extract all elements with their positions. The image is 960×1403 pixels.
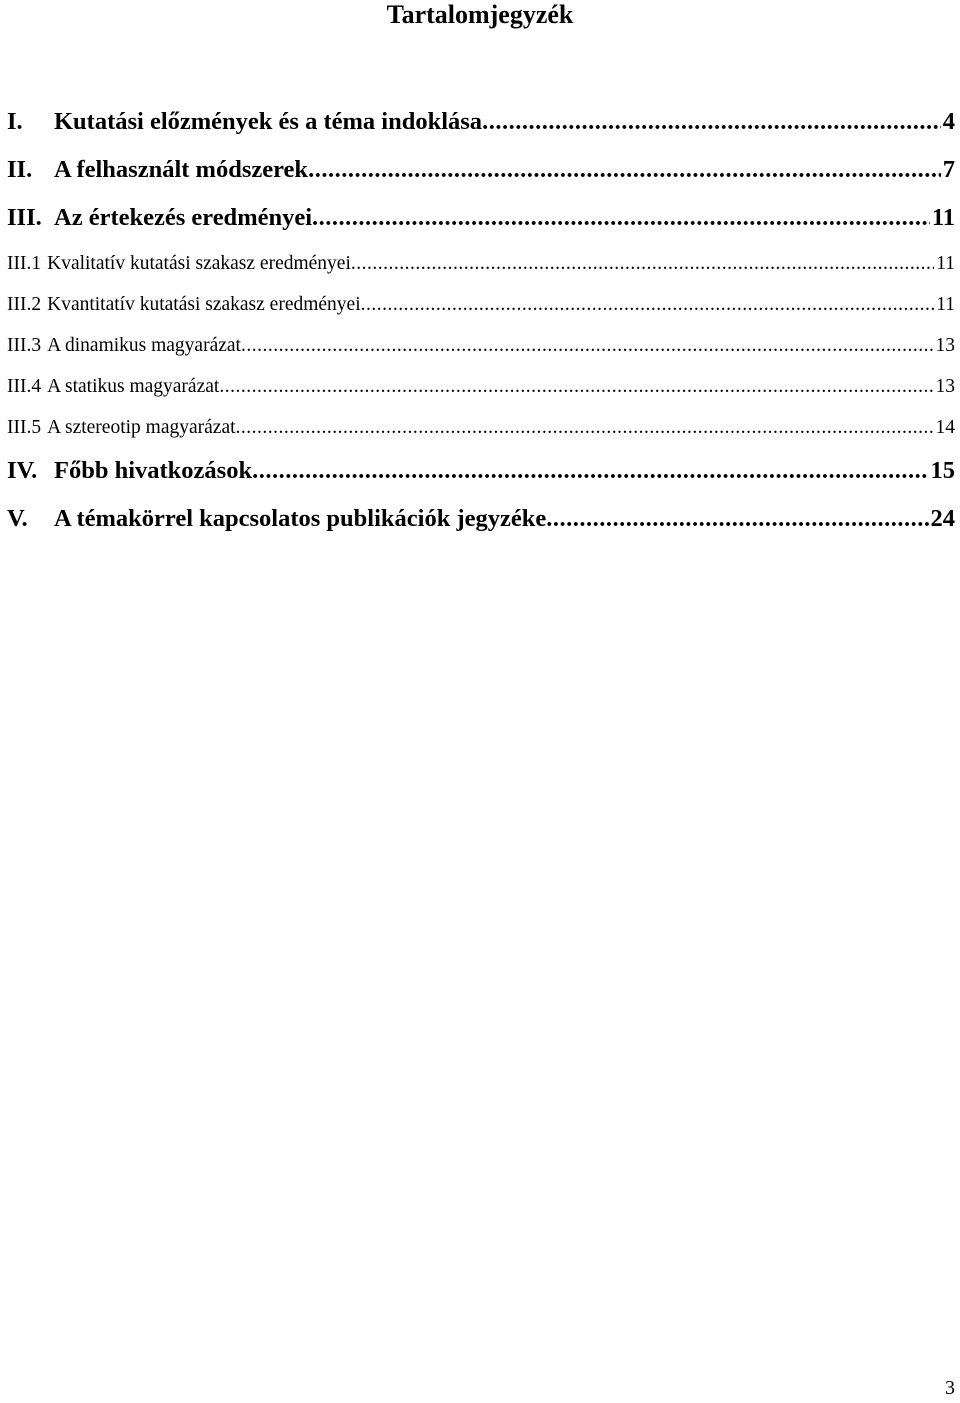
toc-entry-4[interactable]: [7, 451, 955, 499]
toc-entry-page: 24: [930, 505, 955, 532]
toc-entry-1[interactable]: [7, 102, 955, 150]
toc-entry-2[interactable]: [7, 150, 955, 198]
toc-entry-page: 11: [931, 204, 955, 231]
toc-dot-leader: [546, 499, 928, 539]
toc-entry-page: 11: [936, 294, 955, 315]
toc-entry-3-2[interactable]: [7, 287, 955, 328]
toc-entry-number: I.: [7, 108, 23, 135]
toc-entry-number: III.2: [7, 294, 42, 315]
toc-entry-title: Kvantitatív kutatási szakasz eredményei: [47, 294, 361, 315]
toc-entry-title: Kutatási előzmények és a téma indoklása: [54, 108, 483, 135]
toc-entry-page: 13: [935, 335, 955, 356]
page-number: 3: [945, 1377, 955, 1399]
toc-entry-number: III.: [7, 204, 42, 231]
toc-entry-number: III.4: [7, 376, 42, 397]
toc-entry-page: 7: [942, 156, 955, 183]
toc-entry-title: Az értekezés eredményei: [54, 204, 313, 231]
toc-entry-3-5[interactable]: [7, 410, 955, 451]
toc-dot-leader: [236, 410, 934, 446]
toc-entry-number: V.: [7, 505, 28, 532]
toc-dot-leader: [219, 369, 933, 405]
toc-dot-leader: [312, 198, 930, 238]
toc-entry-title: A statikus magyarázat: [47, 376, 220, 397]
toc-dot-leader: [241, 328, 934, 364]
toc-entry-number: III.1: [7, 253, 42, 274]
toc-entry-3[interactable]: [7, 198, 955, 246]
toc-entry-number: II.: [7, 156, 33, 183]
toc-entry-number: III.3: [7, 335, 42, 356]
toc-dot-leader: [252, 451, 928, 491]
toc-entry-title: A témakörrel kapcsolatos publikációk jegyzéke: [54, 505, 547, 532]
page-title: Tartalomjegyzék: [386, 0, 574, 29]
toc-entry-page: 11: [936, 253, 955, 274]
toc-dot-leader: [351, 246, 934, 282]
toc-dot-leader: [482, 102, 941, 142]
toc-entry-page: 15: [930, 457, 955, 484]
toc-entry-3-4[interactable]: [7, 369, 955, 410]
toc-dot-leader: [308, 150, 941, 190]
toc-entry-page: 13: [935, 376, 955, 397]
toc-entry-title: A sztereotip magyarázat: [47, 417, 236, 438]
toc-entry-3-1[interactable]: [7, 246, 955, 287]
toc-entry-5[interactable]: [7, 499, 955, 547]
toc-entry-number: III.5: [7, 417, 42, 438]
table-of-contents: [7, 102, 955, 547]
toc-entry-title: A felhasznált módszerek: [54, 156, 309, 183]
toc-entry-number: IV.: [7, 457, 38, 484]
toc-entry-page: 4: [942, 108, 955, 135]
toc-entry-page: 14: [935, 417, 955, 438]
toc-dot-leader: [361, 287, 935, 323]
toc-entry-title: A dinamikus magyarázat: [47, 335, 241, 356]
toc-entry-title: Kvalitatív kutatási szakasz eredményei: [47, 253, 351, 274]
toc-entry-title: Főbb hivatkozások: [54, 457, 253, 484]
toc-entry-3-3[interactable]: [7, 328, 955, 369]
